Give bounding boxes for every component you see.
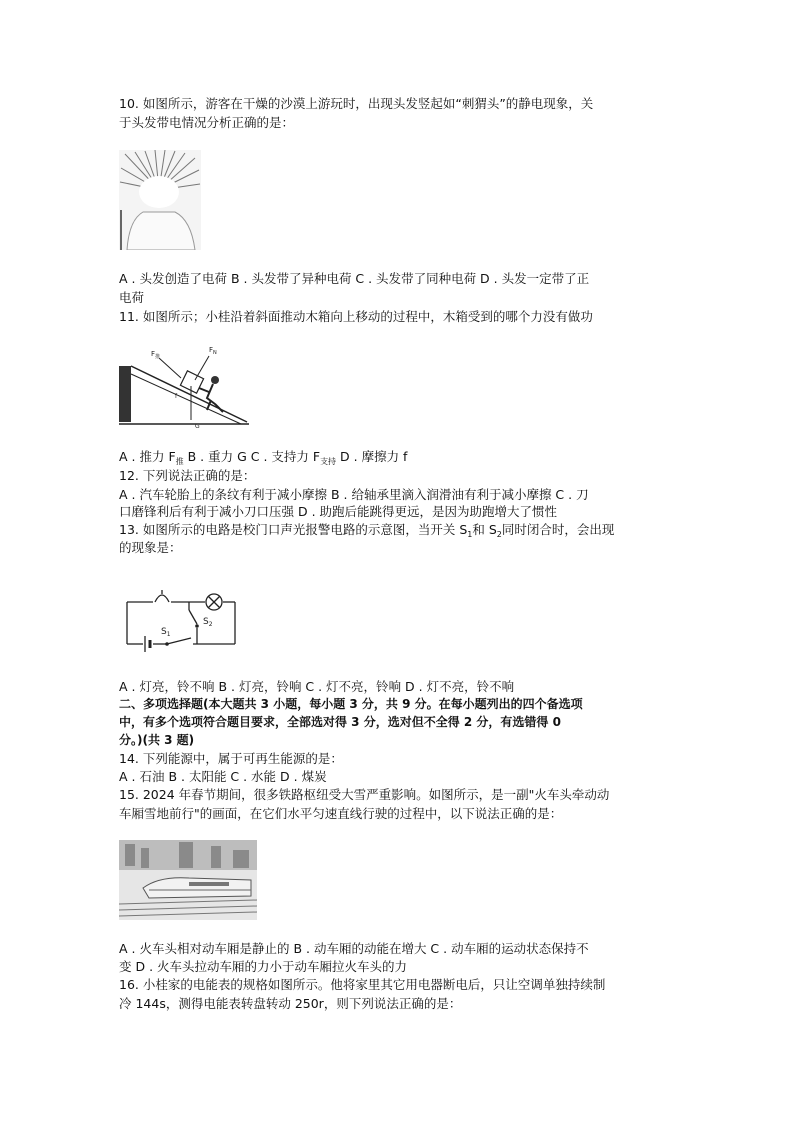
q15-stem-line2: 车厢雪地前行"的画面，在它们水平匀速直线行驶的过程中，以下说法正确的是： [119,806,563,821]
q12-options-line1: A . 汽车轮胎上的条纹有利于减小摩擦 B . 给轴承里滴入润滑油有利于减小摩擦 C . 刀 [119,487,589,502]
q13-fig-s1-sub: 1 [166,631,171,638]
q11-stem: 11. 如图所示；小桂沿着斜面推动木箱向上移动的过程中，木箱受到的哪个力没有做功 [119,309,593,324]
q11-fig-label-fn: F [209,346,214,354]
q11-opt-b: B . 重力 G C . 支持力 F [183,449,321,464]
q11-fig-label-ftui-sub: 推 [155,354,161,360]
q15-options-line2: 变 D . 火车头拉动车厢的力小于动车厢拉火车头的力 [119,959,408,974]
q14-stem: 14. 下列能源中，属于可再生能源的是： [119,751,343,766]
q16-stem-line2: 冷 144s，测得电能表转盘转动 250r，则下列说法正确的是： [119,996,462,1011]
q11-fig-label-f: f [175,393,178,400]
svg-text:FN [209,346,217,356]
q13-circuit-diagram [119,580,241,660]
q11-fig-label-ftui: F [151,350,156,358]
q15-options-line1: A . 火车头相对动车厢是静止的 B . 动车厢的动能在增大 C . 动车厢的运动状态保持不 [119,941,589,956]
q11-opt-a: A . 推力 F [119,449,176,464]
q12-stem: 12. 下列说法正确的是： [119,468,256,483]
q11-opt-d: D . 摩擦力 f [336,449,408,464]
q12-options-line2: 口磨锋利后有利于减小刀口压强 D . 助跑后能跳得更远，是因为助跑增大了惯性 [119,504,558,519]
q13-stem-1a: 13. 如图所示的电路是校门口声光报警电路的示意图，当开关 S [119,522,468,537]
q10-stem-line2: 于头发带电情况分析正确的是： [119,115,295,130]
q15-train-photo [119,840,257,920]
q13-stem-1c: 同时闭合时，会出现 [501,522,615,537]
q13-stem-1b: 和 S [472,522,497,537]
svg-text:S2 [203,617,213,628]
q10-hair-photo [119,150,201,250]
section2-line2: 中，有多个选项符合题目要求，全部选对得 3 分，选对但不全得 2 分，有选错得 0 [119,715,561,729]
section2-line1: 二、多项选择题(本大题共 3 小题，每小题 3 分，共 9 分。在每小题列出的四个备选项 [119,697,583,711]
q13-sub1: 1 [467,530,473,539]
q13-stem-line1 [119,521,614,543]
q13-options: A . 灯亮，铃不响 B . 灯亮，铃响 C . 灯不亮，铃响 D . 灯不亮，铃不响 [119,679,515,694]
q13-sub2: 2 [496,530,502,539]
q15-stem-line1: 15. 2024 年春节期间，很多铁路枢纽受大雪严重影响。如图所示，是一副"火车头牵动动 [119,787,610,802]
q10-options-line2: 电荷 [119,290,145,305]
svg-text:S1 [161,627,171,638]
svg-text:F推 [151,350,160,360]
q13-fig-s2: S [203,617,209,627]
section2-line3: 分。)(共 3 题) [119,733,195,747]
q11-incline-diagram [119,340,251,430]
q14-options: A . 石油 B . 太阳能 C . 水能 D . 煤炭 [119,769,327,784]
q11-fig-label-fn-sub: N [213,350,217,356]
q11-opt-c-sub: 支持 [320,457,337,466]
q10-stem-line1: 10. 如图所示，游客在干燥的沙漠上游玩时，出现头发竖起如“刺猬头”的静电现象，关 [119,96,594,111]
q10-options-line1: A . 头发创造了电荷 B . 头发带了异种电荷 C . 头发带了同种电荷 D . 头发一定带了正 [119,271,590,286]
q13-stem-line2: 的现象是： [119,540,182,555]
q13-fig-s2-sub: 2 [208,621,213,628]
q16-stem-line1: 16. 小桂家的电能表的规格如图所示。他将家里其它用电器断电后，只让空调单独持续制 [119,977,606,992]
q11-fig-label-g: G [195,423,200,430]
q11-opt-a-sub: 推 [175,457,184,466]
q13-fig-s1: S [161,627,167,637]
